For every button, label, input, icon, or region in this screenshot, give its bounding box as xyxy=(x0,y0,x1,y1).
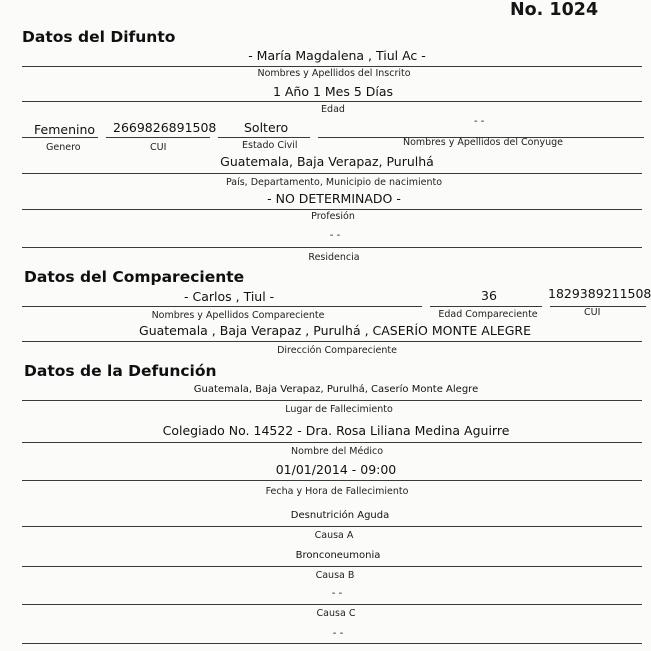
difunto-lugar-nacimiento-value: Guatemala, Baja Verapaz, Purulhá xyxy=(220,154,434,169)
section-title-compareciente: Datos del Compareciente xyxy=(24,268,245,286)
compareciente-direccion-value: Guatemala , Baja Verapaz , Purulhá , CASERÍO MONTE ALEGRE xyxy=(139,323,531,338)
compareciente-nombre-label: Nombres y Apellidos Compareciente xyxy=(151,310,325,321)
divider xyxy=(22,306,422,307)
defuncion-causa-c-value: - - xyxy=(331,588,343,599)
defuncion-medico-label: Nombre del Médico xyxy=(290,446,384,457)
divider xyxy=(106,137,210,138)
divider xyxy=(22,400,642,401)
divider xyxy=(22,209,642,210)
difunto-residencia-label: Residencia xyxy=(308,252,360,263)
difunto-estado-civil-label: Estado Civil xyxy=(242,140,298,151)
divider xyxy=(22,247,642,248)
divider xyxy=(22,341,642,342)
divider xyxy=(22,101,642,102)
defuncion-causa-a-label: Causa A xyxy=(314,530,354,541)
compareciente-edad-value: 36 xyxy=(481,288,497,303)
divider xyxy=(430,306,542,307)
defuncion-fecha-value: 01/01/2014 - 09:00 xyxy=(275,462,397,477)
defuncion-lugar-value: Guatemala, Baja Verapaz, Purulhá, Caserío Monte Alegre xyxy=(193,384,479,395)
divider xyxy=(22,66,642,67)
defuncion-causa-c-label: Causa C xyxy=(316,608,356,619)
defuncion-fecha-label: Fecha y Hora de Fallecimiento xyxy=(265,486,409,497)
section-title-defuncion: Datos de la Defunción xyxy=(24,362,217,380)
difunto-residencia-value: - - xyxy=(329,230,341,241)
divider xyxy=(22,442,642,443)
difunto-profesion-label: Profesión xyxy=(311,211,355,222)
difunto-edad-value: 1 Año 1 Mes 5 Días xyxy=(272,84,394,99)
compareciente-cui-value: 1829389211508 xyxy=(548,286,651,301)
defuncion-medico-value: Colegiado No. 14522 - Dra. Rosa Liliana Medina Aguirre xyxy=(162,423,510,438)
difunto-nombre-value: - María Magdalena , Tiul Ac - xyxy=(248,48,426,63)
difunto-genero-value: Femenino xyxy=(34,122,96,137)
defuncion-causa-a-value: Desnutrición Aguda xyxy=(290,510,390,521)
divider xyxy=(22,604,642,605)
defuncion-causa-b-label: Causa B xyxy=(315,570,355,581)
compareciente-nombre-value: - Carlos , Tiul - xyxy=(184,289,275,304)
difunto-conyuge-value: - - xyxy=(474,116,485,127)
difunto-genero-label: Genero xyxy=(46,142,81,153)
defuncion-causa-b-value: Bronconeumonia xyxy=(295,550,381,561)
section-title-difunto: Datos del Difunto xyxy=(22,28,176,46)
compareciente-direccion-label: Dirección Compareciente xyxy=(277,345,397,356)
defuncion-causa-d-value: - - xyxy=(332,628,344,639)
compareciente-edad-label: Edad Compareciente xyxy=(438,309,538,320)
document-number: No. 1024 xyxy=(510,0,599,20)
divider xyxy=(22,480,642,481)
divider xyxy=(22,526,642,527)
difunto-edad-label: Edad xyxy=(321,104,345,115)
divider xyxy=(22,173,642,174)
divider xyxy=(218,137,310,138)
difunto-estado-civil-value: Soltero xyxy=(244,120,289,135)
difunto-lugar-nacimiento-label: País, Departamento, Municipio de nacimiento xyxy=(225,177,443,188)
difunto-cui-label: CUI xyxy=(150,142,167,153)
difunto-nombre-label: Nombres y Apellidos del Inscrito xyxy=(257,68,411,79)
compareciente-cui-label: CUI xyxy=(584,307,601,318)
divider xyxy=(22,137,98,138)
difunto-conyuge-label: Nombres y Apellidos del Conyuge xyxy=(403,137,563,148)
divider xyxy=(22,643,642,644)
difunto-profesion-value: - NO DETERMINADO - xyxy=(267,191,401,206)
difunto-cui-value: 2669826891508 xyxy=(113,120,217,135)
divider xyxy=(22,566,642,567)
defuncion-lugar-label: Lugar de Fallecimiento xyxy=(285,404,393,415)
